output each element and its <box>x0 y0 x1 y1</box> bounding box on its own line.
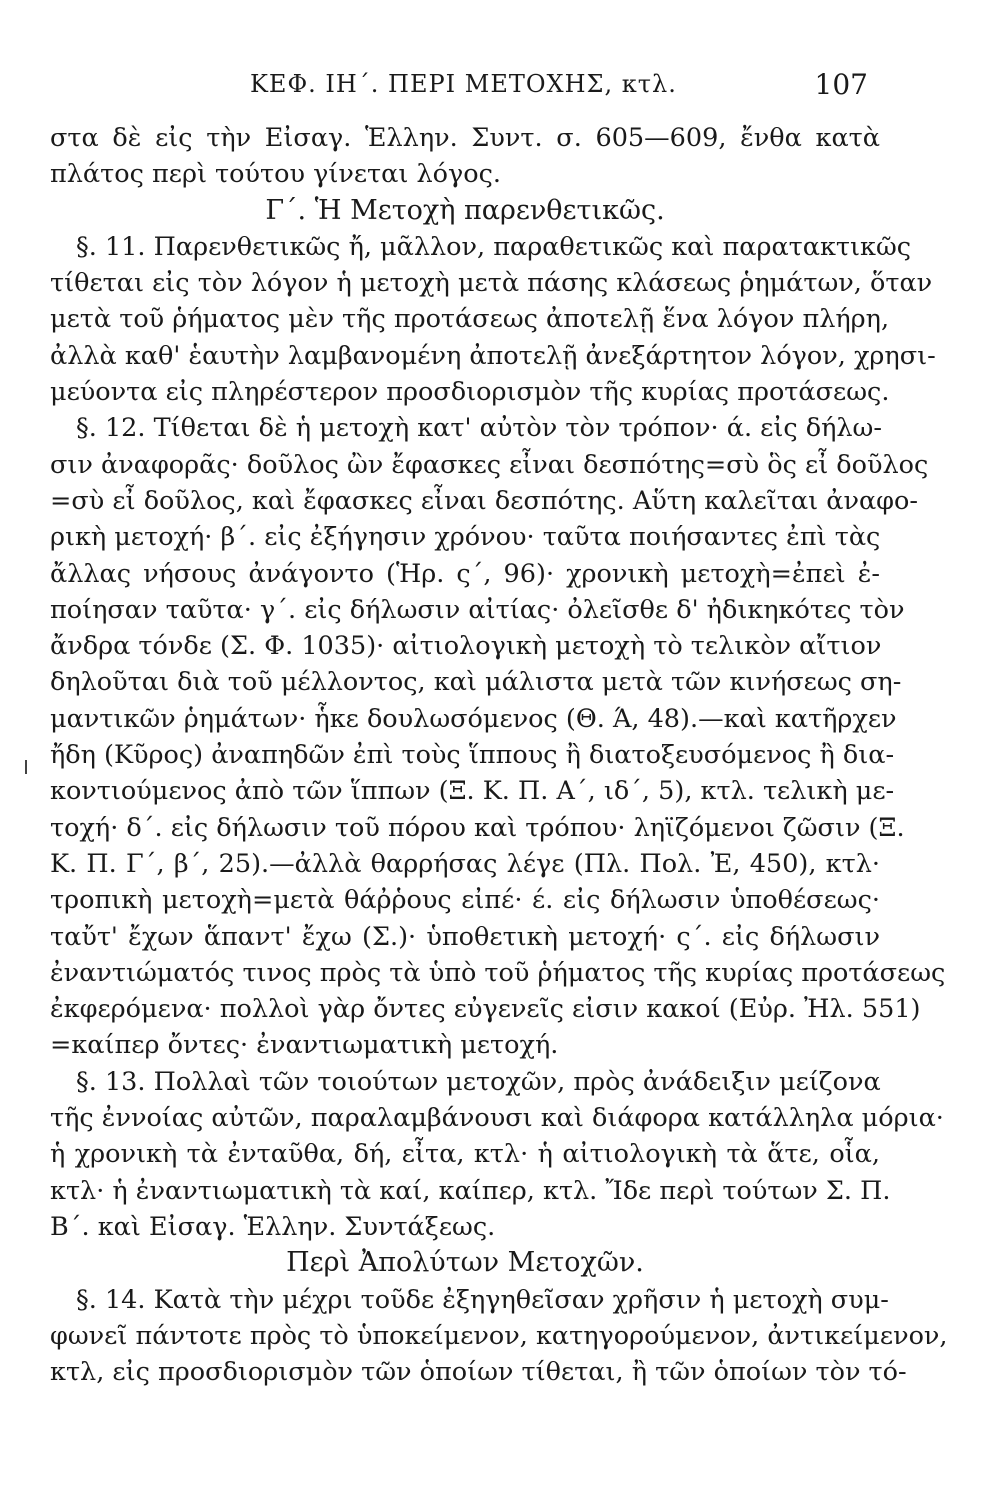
body-text <box>50 120 948 1390</box>
paragraph-start: §. 13. Πολλαὶ τῶν τοιούτων μετοχῶν, πρὸς ἀνάδειξιν μείζονα <box>76 1066 881 1097</box>
text-line: ἤδη (Κῦρος) ἀναπηδῶν ἐπὶ τοὺς ἵππους ἢ διατοξευσόμενος ἢ δια- <box>50 740 895 771</box>
text-line: =καίπερ ὄντες· ἐναντιωματικὴ μετοχή. <box>50 1030 559 1061</box>
text-line: πλάτος περὶ τούτου γίνεται λόγος. <box>50 159 501 190</box>
text-line: ἀλλὰ καθ' ἑαυτὴν λαμβανομένη ἀποτελῇ ἀνεξάρτητον λόγον, χρησι- <box>50 340 936 371</box>
paragraph-start: §. 12. Τίθεται δὲ ἡ μετοχὴ κατ' αὐτὸν τὸν τρόπον· ά. εἰς δήλω- <box>76 413 882 444</box>
text-line: ταὔτ' ἔχων ἅπαντ' ἔχω (Σ.)· ὑποθετικὴ μετοχή· ς΄. εἰς δήλωσιν <box>50 921 880 952</box>
text-line: ἐκφερόμενα· πολλοὶ γὰρ ὄντες εὐγενεῖς εἰσιν κακοί (Εὐρ. Ἠλ. 551) <box>50 994 921 1025</box>
text-line: τροπικὴ μετοχὴ=μετὰ θάῤῥους εἰπέ· έ. εἰς δήλωσιν ὑποθέσεως· <box>50 885 880 916</box>
text-line: ἄλλας νήσους ἀνάγοντο (Ἡρ. ς΄, 96)· χρονικὴ μετοχὴ=ἐπεὶ ἐ- <box>50 558 880 589</box>
section-heading: Περὶ Ἀπολύτων Μετοχῶν. <box>286 1247 644 1279</box>
text-line: Κ. Π. Γ΄, β΄, 25).—ἀλλὰ θαρρήσας λέγε (Πλ. Πολ. Ἐ, 450), κτλ· <box>50 848 880 879</box>
text-line: κοντιούμενος ἀπὸ τῶν ἵππων (Ξ. Κ. Π. Α΄, ιδ΄, 5), κτλ. τελικὴ με- <box>50 776 895 807</box>
text-line: τῆς ἐννοίας αὐτῶν, παραλαμβάνουσι καὶ διάφορα κατάλληλα μόρια· <box>50 1103 944 1134</box>
page-number: 107 <box>814 68 868 101</box>
text-line: Β΄. καὶ Εἰσαγ. Ἑλλην. Συντάξεως. <box>50 1211 496 1242</box>
paragraph-start: §. 11. Παρενθετικῶς ἤ, μᾶλλον, παραθετικῶς καὶ παρατακτικῶς <box>76 231 912 262</box>
text-line: σιν ἀναφορᾶς· δοῦλος ὢν ἔφασκες εἶναι δεσπότης=σὺ ὃς εἶ δοῦλος <box>50 449 929 480</box>
text-line: στα δὲ εἰς τὴν Εἰσαγ. Ἑλλην. Συντ. σ. 605—609, ἔνθα κατὰ <box>50 123 880 153</box>
text-line: ἄνδρα τόνδε (Σ. Φ. 1035)· αἰτιολογικὴ μετοχὴ τὸ τελικὸν αἴτιον <box>50 631 882 662</box>
text-line: μεύοντα εἰς πληρέστερον προσδιορισμὸν τῆς κυρίας προτάσεως. <box>50 377 890 408</box>
text-line: ρικὴ μετοχή· β΄. εἰς ἐξήγησιν χρόνου· ταῦτα ποιήσαντες ἐπὶ τὰς <box>50 522 881 553</box>
text-line: ἐναντιώματός τινος πρὸς τὰ ὑπὸ τοῦ ῥήματος τῆς κυρίας προτάσεως <box>50 957 946 988</box>
paragraph-start: §. 14. Κατὰ τὴν μέχρι τοῦδε ἐξηγηθεῖσαν χρῆσιν ἡ μετοχὴ συμ- <box>76 1284 889 1315</box>
text-line: κτλ, εἰς προσδιορισμὸν τῶν ὁποίων τίθεται, ἢ τῶν ὁποίων τὸν τό- <box>50 1357 907 1388</box>
text-line: τοχή· δ΄. εἰς δήλωσιν τοῦ πόρου καὶ τρόπου· ληϊζόμενοι ζῶσιν (Ξ. <box>50 812 905 843</box>
text-line: ποίησαν ταῦτα· γ΄. εἰς δήλωσιν αἰτίας· ὀλεῖσθε δ' ἠδικηκότες τὸν <box>50 594 905 625</box>
text-line: μετὰ τοῦ ῥήματος μὲν τῆς προτάσεως ἀποτελῇ ἕνα λόγον πλήρη, <box>50 304 890 335</box>
text-line: φωνεῖ πάντοτε πρὸς τὸ ὑποκείμενον, κατηγορούμενον, ἀντικείμενον, <box>50 1320 948 1351</box>
margin-mark <box>25 760 27 774</box>
text-line: μαντικῶν ῥημάτων· ἧκε δουλωσόμενος (Θ. Ά, 48).—καὶ κατῆρχεν <box>50 703 897 734</box>
text-line: =σὺ εἶ δοῦλος, καὶ ἔφασκες εἶναι δεσπότης. Αὕτη καλεῖται ἀναφο- <box>50 485 918 516</box>
text-line: ἡ χρονικὴ τὰ ἐνταῦθα, δή, εἶτα, κτλ· ἡ αἰτιολογικὴ τὰ ἅτε, οἷα, <box>50 1139 880 1170</box>
running-head: ΚΕΦ. ΙΗ΄. ΠΕΡΙ ΜΕΤΟΧΗΣ, κτλ. <box>250 70 677 98</box>
text-line: κτλ· ἡ ἐναντιωματικὴ τὰ καί, καίπερ, κτλ. Ἴδε περὶ τούτων Σ. Π. <box>50 1175 891 1206</box>
text-line: δηλοῦται διὰ τοῦ μέλλοντος, καὶ μάλιστα μετὰ τῶν κινήσεως ση- <box>50 667 902 698</box>
section-heading: Γ΄. Ἡ Μετοχὴ παρενθετικῶς. <box>265 194 665 226</box>
text-line: τίθεται εἰς τὸν λόγον ἡ μετοχὴ μετὰ πάσης κλάσεως ῥημάτων, ὅταν <box>50 268 933 299</box>
